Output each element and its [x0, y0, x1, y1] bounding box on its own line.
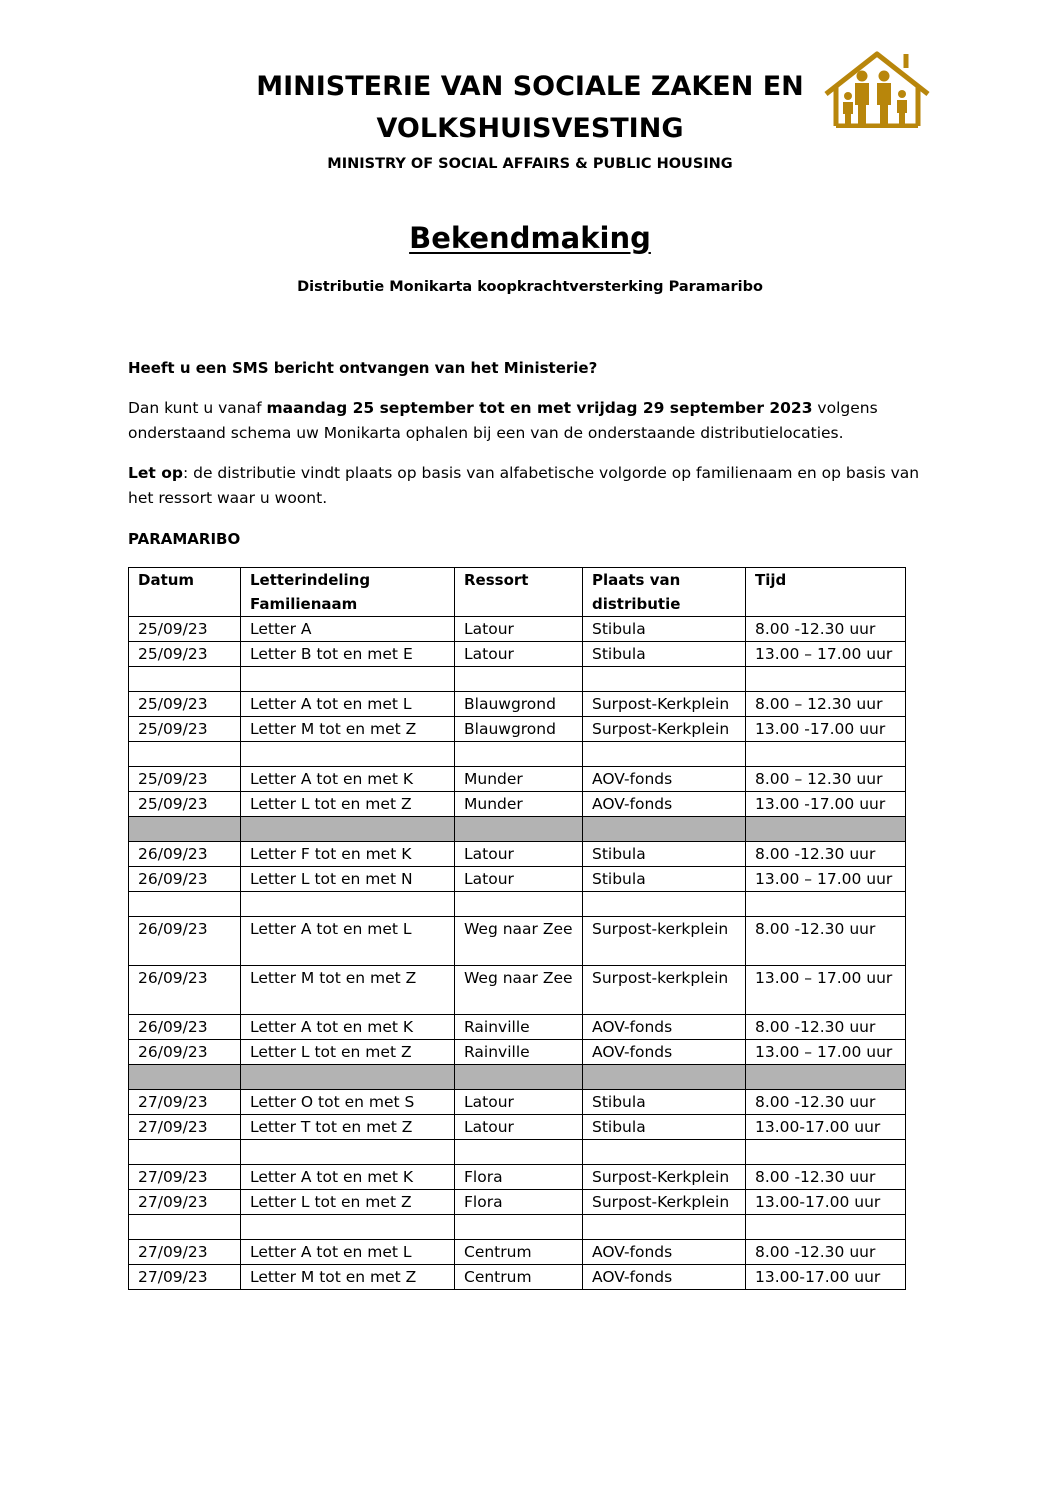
plaats-cell: AOV-fonds — [583, 1015, 746, 1040]
tijd-cell: 8.00 -12.30 uur — [746, 617, 906, 642]
note-label: Let op — [128, 464, 183, 482]
empty-cell — [455, 1215, 583, 1240]
datum-cell: 25/09/23 — [129, 642, 241, 667]
table-row — [129, 1240, 906, 1265]
ressort-cell: Centrum — [455, 1240, 583, 1265]
letterindeling-cell: Letter A tot en met K — [241, 1015, 455, 1040]
tijd-cell: 8.00 – 12.30 uur — [746, 692, 906, 717]
empty-cell — [241, 1215, 455, 1240]
empty-cell — [583, 892, 746, 917]
table-spacer-row — [129, 1215, 906, 1240]
header-tijd: Tijd — [746, 568, 906, 617]
datum-cell: 27/09/23 — [129, 1240, 241, 1265]
tijd-cell: 8.00 -12.30 uur — [746, 1090, 906, 1115]
ressort-cell: Rainville — [455, 1040, 583, 1065]
plaats-cell: Stibula — [583, 1090, 746, 1115]
document-title: Bekendmaking — [409, 221, 651, 255]
header-datum: Datum — [129, 568, 241, 617]
letterindeling-cell: Letter A tot en met L — [241, 917, 455, 966]
tijd-cell: 13.00 – 17.00 uur — [746, 1040, 906, 1065]
table-row — [129, 1040, 906, 1065]
tijd-cell: 13.00 -17.00 uur — [746, 792, 906, 817]
plaats-cell: Surpost-Kerkplein — [583, 1190, 746, 1215]
table-row — [129, 1090, 906, 1115]
datum-cell: 25/09/23 — [129, 792, 241, 817]
note-text: : de distributie vindt plaats op basis van alfabetische volgorde op familienaam en op basis van het ressort waar u woont. — [128, 464, 920, 507]
letterindeling-cell: Letter M tot en met Z — [241, 966, 455, 1015]
intro-text-before: Dan kunt u vanaf — [128, 399, 267, 417]
plaats-cell: Surpost-Kerkplein — [583, 717, 746, 742]
empty-cell — [129, 892, 241, 917]
table-row — [129, 1015, 906, 1040]
ministry-name-english: MINISTRY OF SOCIAL AFFAIRS & PUBLIC HOUSING — [327, 156, 733, 172]
table-row — [129, 792, 906, 817]
letterindeling-cell: Letter A tot en met L — [241, 692, 455, 717]
plaats-cell: Stibula — [583, 1115, 746, 1140]
plaats-cell: Stibula — [583, 617, 746, 642]
empty-cell — [455, 742, 583, 767]
table-day-separator-row — [129, 1065, 906, 1090]
table-row — [129, 642, 906, 667]
tijd-cell: 13.00 – 17.00 uur — [746, 966, 906, 1015]
tijd-cell: 8.00 – 12.30 uur — [746, 767, 906, 792]
plaats-cell: Surpost-kerkplein — [583, 917, 746, 966]
plaats-cell: Surpost-Kerkplein — [583, 692, 746, 717]
table-row — [129, 1115, 906, 1140]
empty-cell — [746, 817, 906, 842]
tijd-cell: 13.00 – 17.00 uur — [746, 642, 906, 667]
empty-cell — [129, 1140, 241, 1165]
ressort-cell: Latour — [455, 1115, 583, 1140]
datum-cell: 25/09/23 — [129, 767, 241, 792]
letterindeling-cell: Letter L tot en met Z — [241, 1040, 455, 1065]
empty-cell — [129, 1065, 241, 1090]
empty-cell — [455, 1140, 583, 1165]
datum-cell: 26/09/23 — [129, 966, 241, 1015]
empty-cell — [455, 1065, 583, 1090]
letterindeling-cell: Letter O tot en met S — [241, 1090, 455, 1115]
intro-date-range: maandag 25 september tot en met vrijdag 29 september 2023 — [266, 399, 813, 417]
plaats-cell: AOV-fonds — [583, 767, 746, 792]
table-row — [129, 617, 906, 642]
empty-cell — [455, 892, 583, 917]
datum-cell: 27/09/23 — [129, 1265, 241, 1290]
tijd-cell: 8.00 -12.30 uur — [746, 1240, 906, 1265]
letterindeling-cell: Letter A tot en met L — [241, 1240, 455, 1265]
note-paragraph — [128, 461, 928, 511]
ministry-logo-icon — [822, 46, 932, 128]
empty-cell — [455, 667, 583, 692]
datum-cell: 27/09/23 — [129, 1115, 241, 1140]
header-plaats: Plaats van distributie — [583, 568, 746, 617]
document-subtitle: Distributie Monikarta koopkrachtversterking Paramaribo — [297, 279, 763, 295]
ressort-cell: Latour — [455, 617, 583, 642]
table-spacer-row — [129, 892, 906, 917]
letterindeling-cell: Letter F tot en met K — [241, 842, 455, 867]
ressort-cell: Weg naar Zee — [455, 966, 583, 1015]
tijd-cell: 13.00 -17.00 uur — [746, 717, 906, 742]
datum-cell: 25/09/23 — [129, 692, 241, 717]
table-spacer-row — [129, 1140, 906, 1165]
empty-cell — [241, 667, 455, 692]
empty-cell — [746, 892, 906, 917]
empty-cell — [583, 817, 746, 842]
table-spacer-row — [129, 742, 906, 767]
ressort-cell: Latour — [455, 642, 583, 667]
empty-cell — [129, 1215, 241, 1240]
ressort-cell: Rainville — [455, 1015, 583, 1040]
plaats-cell: AOV-fonds — [583, 1265, 746, 1290]
letterindeling-cell: Letter A — [241, 617, 455, 642]
ressort-cell: Flora — [455, 1165, 583, 1190]
plaats-cell: AOV-fonds — [583, 1040, 746, 1065]
empty-cell — [746, 1215, 906, 1240]
plaats-cell: Surpost-kerkplein — [583, 966, 746, 1015]
letterindeling-cell: Letter A tot en met K — [241, 767, 455, 792]
datum-cell: 25/09/23 — [129, 717, 241, 742]
letterindeling-cell: Letter M tot en met Z — [241, 1265, 455, 1290]
plaats-cell: Stibula — [583, 867, 746, 892]
empty-cell — [241, 817, 455, 842]
letterindeling-cell: Letter M tot en met Z — [241, 717, 455, 742]
ressort-cell: Flora — [455, 1190, 583, 1215]
section-heading: PARAMARIBO — [128, 530, 241, 548]
distribution-schedule-table — [128, 567, 906, 1290]
plaats-cell: AOV-fonds — [583, 792, 746, 817]
empty-cell — [746, 1065, 906, 1090]
table-row — [129, 842, 906, 867]
table-header-row — [129, 568, 906, 617]
plaats-cell: Surpost-Kerkplein — [583, 1165, 746, 1190]
tijd-cell: 13.00 – 17.00 uur — [746, 867, 906, 892]
datum-cell: 26/09/23 — [129, 917, 241, 966]
letterindeling-cell: Letter L tot en met N — [241, 867, 455, 892]
letterindeling-cell: Letter L tot en met Z — [241, 792, 455, 817]
table-row — [129, 692, 906, 717]
letterindeling-cell: Letter T tot en met Z — [241, 1115, 455, 1140]
datum-cell: 25/09/23 — [129, 617, 241, 642]
ministry-name-line2: VOLKSHUISVESTING — [376, 113, 684, 144]
ressort-cell: Latour — [455, 1090, 583, 1115]
ressort-cell: Latour — [455, 867, 583, 892]
empty-cell — [241, 892, 455, 917]
table-row — [129, 1190, 906, 1215]
header-ressort: Ressort — [455, 568, 583, 617]
header-letterindeling: Letterindeling Familienaam — [241, 568, 455, 617]
ressort-cell: Blauwgrond — [455, 692, 583, 717]
ressort-cell: Munder — [455, 792, 583, 817]
table-row — [129, 867, 906, 892]
ressort-cell: Weg naar Zee — [455, 917, 583, 966]
empty-cell — [746, 742, 906, 767]
letterindeling-cell: Letter B tot en met E — [241, 642, 455, 667]
empty-cell — [455, 817, 583, 842]
datum-cell: 26/09/23 — [129, 867, 241, 892]
intro-text-after: volgens onderstaand schema uw Monikarta ophalen bij een van de onderstaande distributielocaties. — [128, 399, 878, 442]
empty-cell — [583, 1215, 746, 1240]
tijd-cell: 13.00-17.00 uur — [746, 1190, 906, 1215]
tijd-cell: 8.00 -12.30 uur — [746, 842, 906, 867]
datum-cell: 27/09/23 — [129, 1190, 241, 1215]
empty-cell — [129, 742, 241, 767]
ressort-cell: Munder — [455, 767, 583, 792]
letterindeling-cell: Letter L tot en met Z — [241, 1190, 455, 1215]
empty-cell — [241, 742, 455, 767]
table-row — [129, 1165, 906, 1190]
table-row — [129, 717, 906, 742]
tijd-cell: 13.00-17.00 uur — [746, 1265, 906, 1290]
tijd-cell: 13.00-17.00 uur — [746, 1115, 906, 1140]
ressort-cell: Latour — [455, 842, 583, 867]
empty-cell — [583, 1140, 746, 1165]
tijd-cell: 8.00 -12.30 uur — [746, 1015, 906, 1040]
empty-cell — [583, 742, 746, 767]
datum-cell: 26/09/23 — [129, 842, 241, 867]
plaats-cell: Stibula — [583, 642, 746, 667]
empty-cell — [583, 1065, 746, 1090]
datum-cell: 26/09/23 — [129, 1040, 241, 1065]
datum-cell: 26/09/23 — [129, 1015, 241, 1040]
plaats-cell: AOV-fonds — [583, 1240, 746, 1265]
plaats-cell: Stibula — [583, 842, 746, 867]
empty-cell — [746, 1140, 906, 1165]
empty-cell — [129, 817, 241, 842]
ministry-name-line1: MINISTERIE VAN SOCIALE ZAKEN EN — [256, 71, 804, 102]
table-spacer-row — [129, 667, 906, 692]
intro-paragraph — [128, 396, 928, 446]
datum-cell: 27/09/23 — [129, 1165, 241, 1190]
table-row — [129, 917, 906, 966]
empty-cell — [746, 667, 906, 692]
table-row — [129, 767, 906, 792]
empty-cell — [241, 1065, 455, 1090]
ressort-cell: Centrum — [455, 1265, 583, 1290]
sms-question: Heeft u een SMS bericht ontvangen van het Ministerie? — [128, 359, 598, 377]
table-row — [129, 1265, 906, 1290]
ressort-cell: Blauwgrond — [455, 717, 583, 742]
tijd-cell: 8.00 -12.30 uur — [746, 917, 906, 966]
tijd-cell: 8.00 -12.30 uur — [746, 1165, 906, 1190]
table-day-separator-row — [129, 817, 906, 842]
letterindeling-cell: Letter A tot en met K — [241, 1165, 455, 1190]
empty-cell — [241, 1140, 455, 1165]
datum-cell: 27/09/23 — [129, 1090, 241, 1115]
empty-cell — [129, 667, 241, 692]
table-row — [129, 966, 906, 1015]
empty-cell — [583, 667, 746, 692]
